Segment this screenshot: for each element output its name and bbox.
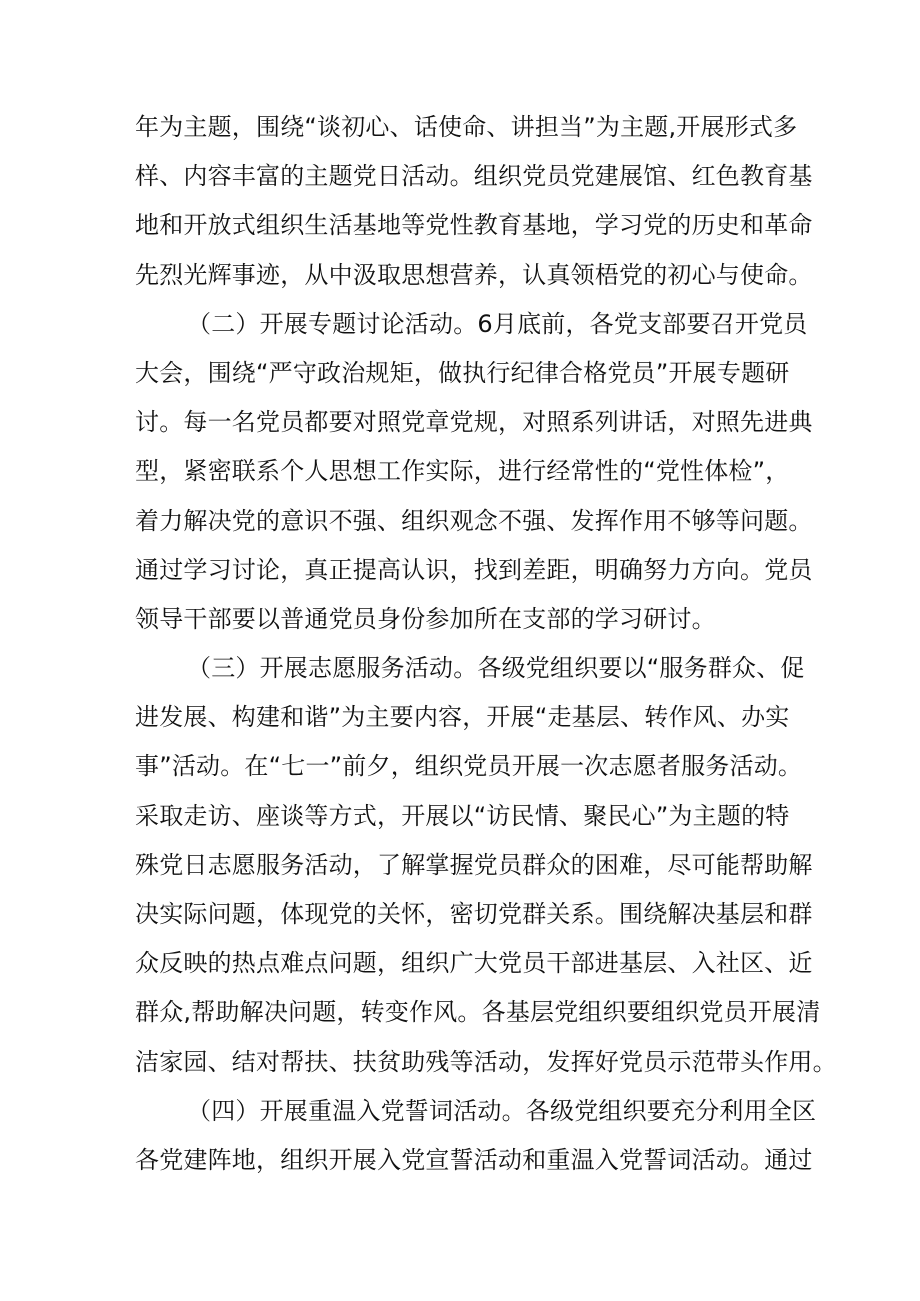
text-line: 进发展、构建和谐”为主要内容，开展“走基层、转作风、办实 [135,703,790,732]
body-text [135,103,837,1185]
text-line: 殊党日志愿服务活动，了解掌握党员群众的困难，尽可能帮助解 [135,850,813,879]
text-line: 众反映的热点难点问题，组织广大党员干部进基层、入社区、近 [135,949,813,978]
text-line: 各党建阵地，组织开展入党宣誓活动和重温入党誓词活动。通过 [135,1145,813,1174]
text-line: 通过学习讨论，真正提高认识，找到差距，明确努力方向。党员 [135,555,813,584]
text-line: 地和开放式组织生活基地等党性教育基地，学习党的历史和革命 [135,211,813,240]
text-line: 年为主题，围绕“谈初心、话使命、讲担当”为主题,开展形式多 [135,113,798,141]
section-heading-line: （三）开展志愿服务活动。各级党组织要以“服务群众、促 [187,654,805,683]
text-line: 着力解决党的意识不强、组织观念不强、发挥作用不够等问题。 [135,506,813,535]
text-line: 讨。每一名党员都要对照党章党规，对照系列讲话，对照先进典 [135,408,813,437]
text-line: 领导干部要以普通党员身份参加所在支部的学习研讨。 [135,604,716,633]
text-line: 事”活动。在“七一”前夕，组织党员开展一次志愿者服务活动。 [135,752,803,781]
text-line: 样、内容丰富的主题党日活动。组织党员党建展馆、红色教育基 [135,162,813,191]
text-line: 决实际问题，体现党的关怀，密切党群关系。围绕解决基层和群 [135,900,813,928]
text-line: 洁家园、结对帮扶、扶贫助残等活动，发挥好党员示范带头作用。 [135,1047,837,1076]
text-line: 大会，围绕“严守政治规矩，做执行纪律合格党员”开展专题研 [135,358,790,387]
section-heading-line: （四）开展重温入党誓词活动。各级党组织要充分利用全区 [187,1096,817,1125]
text-line: 采取走访、座谈等方式，开展以“访民情、聚民心”为主题的特 [135,801,790,830]
text-line: 型，紧密联系个人思想工作实际，进行经常性的“党性体检”， [135,457,790,486]
section-heading-line: （二）开展专题讨论活动。6月底前，各党支部要召开党员 [187,309,808,338]
text-line: 先烈光辉事迹，从中汲取思想营养，认真领梧党的初心与使命。 [135,260,813,289]
text-line: 群众,帮助解决问题，转变作风。各基层党组织要组织党员开展清 [135,998,821,1027]
